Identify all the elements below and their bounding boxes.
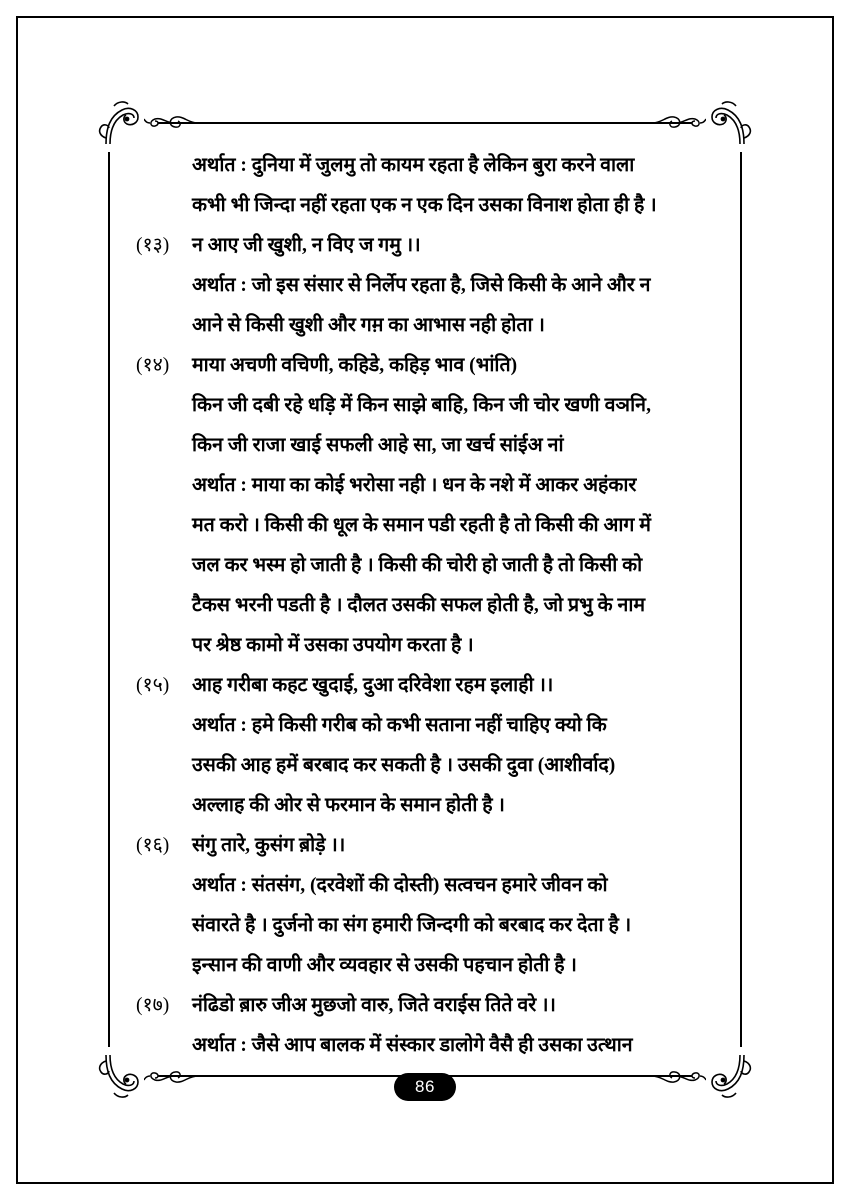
- text-line: [136, 586, 716, 626]
- text-line: [136, 986, 716, 1026]
- frame-rule-right: [740, 152, 742, 1047]
- text-line: [136, 706, 716, 746]
- line-text: पर श्रेष्ठ कामो में उसका उपयोग करता है ।: [192, 635, 474, 656]
- line-text: मत करो । किसी की धूल के समान पडी रहती है तो किसी की आग में: [192, 515, 651, 536]
- line-text: अर्थात : हमे किसी गरीब को कभी सताना नहीं चाहिए क्यो कि: [192, 715, 607, 736]
- text-line: [136, 426, 716, 466]
- verse-number: (१७): [136, 995, 170, 1016]
- flourish-icon: [144, 114, 198, 132]
- line-text: न आए जी खुशी, न विए ज गमु ।।: [192, 235, 421, 256]
- text-line: [136, 266, 716, 306]
- line-text: नंढिडो ब़ारु जीअ मुछजो वारु, जिते वराईस तिते वरे ।।: [192, 995, 556, 1016]
- verse-number: (१३): [136, 235, 170, 256]
- text-line: [136, 946, 716, 986]
- line-text: अर्थात : संतसंग, (दरवेशों की दोस्ती) सत्वचन हमारे जीवन को: [192, 875, 608, 896]
- text-line: [136, 826, 716, 866]
- flourish-icon: [652, 114, 706, 132]
- text-line: [136, 786, 716, 826]
- text-line: [136, 346, 716, 386]
- line-text: अर्थात : जो इस संसार से निर्लेप रहता है, जिसे किसी के आने और न: [192, 275, 651, 296]
- text-line: [136, 466, 716, 506]
- line-text: इन्सान की वाणी और व्यवहार से उसकी पहचान होती है ।: [192, 955, 577, 976]
- line-text: अर्थात : जैसे आप बालक में संस्कार डालोगे वैसै ही उसका उत्थान: [192, 1035, 633, 1056]
- line-text: अर्थात : दुनिया में जुलमु तो कायम रहता है लेकिन बुरा करने वाला: [192, 155, 635, 176]
- text-line: [136, 866, 716, 906]
- text-line: [136, 386, 716, 426]
- frame-rule-left: [108, 152, 110, 1047]
- text-line: [136, 666, 716, 706]
- text-line: [136, 906, 716, 946]
- line-text: टैकस भरनी पडती है । दौलत उसकी सफल होती है, जो प्रभु के नाम: [192, 595, 646, 616]
- text-line: [136, 506, 716, 546]
- line-text: माया अचणी वचिणी, कहिडे, कहिड़ भाव (भांति): [192, 355, 518, 376]
- line-text: कभी भी जिन्दा नहीं रहता एक न एक दिन उसका विनाश होता ही है ।: [192, 195, 657, 216]
- text-line: [136, 1026, 716, 1066]
- line-text: संवारते है । दुर्जनो का संग हमारी जिन्दगी को बरबाद कर देता है ।: [192, 915, 632, 936]
- verse-number: (१५): [136, 675, 170, 696]
- line-text: किन जी राजा खाई सफली आहे सा, जा खर्च सांईअ नां: [192, 435, 564, 456]
- line-text: संगु तारे, कुसंग ब़ोड़े ।।: [192, 835, 346, 856]
- text-line: [136, 226, 716, 266]
- text-line: [136, 546, 716, 586]
- verse-number: (१६): [136, 835, 170, 856]
- text-line: [136, 186, 716, 226]
- corner-ornament-icon: [96, 98, 148, 150]
- flourish-icon: [652, 1067, 706, 1085]
- text-line: [136, 626, 716, 666]
- line-text: आने से किसी खुशी और गम़ का आभास नही होता ।: [192, 315, 545, 336]
- page-text-body: [136, 146, 716, 1056]
- line-text: किन जी दबी रहे धड़ि में किन साझे बाहि, किन जी चोर खणी वञनि,: [192, 395, 652, 416]
- frame-rule-top: [158, 122, 692, 124]
- line-text: आह गरीबा कहट खुदाई, दुआ दरिवेशा रहम इलाही ।।: [192, 675, 554, 696]
- verse-number: (१४): [136, 355, 170, 376]
- line-text: उसकी आह हमें बरबाद कर सकती है । उसकी दुवा (आशीर्वाद): [192, 755, 616, 776]
- text-line: [136, 146, 716, 186]
- text-line: [136, 746, 716, 786]
- line-text: अर्थात : माया का कोई भरोसा नही । धन के नशे में आकर अहंकार: [192, 475, 637, 496]
- page-number-badge: 86: [394, 1073, 456, 1101]
- corner-ornament-icon: [702, 98, 754, 150]
- text-line: [136, 306, 716, 346]
- line-text: जल कर भस्म हो जाती है । किसी की चोरी हो जाती है तो किसी को: [192, 555, 643, 576]
- decorative-frame: [100, 112, 750, 1096]
- flourish-icon: [144, 1067, 198, 1085]
- line-text: अल्लाह की ओर से फरमान के समान होती है ।: [192, 795, 505, 816]
